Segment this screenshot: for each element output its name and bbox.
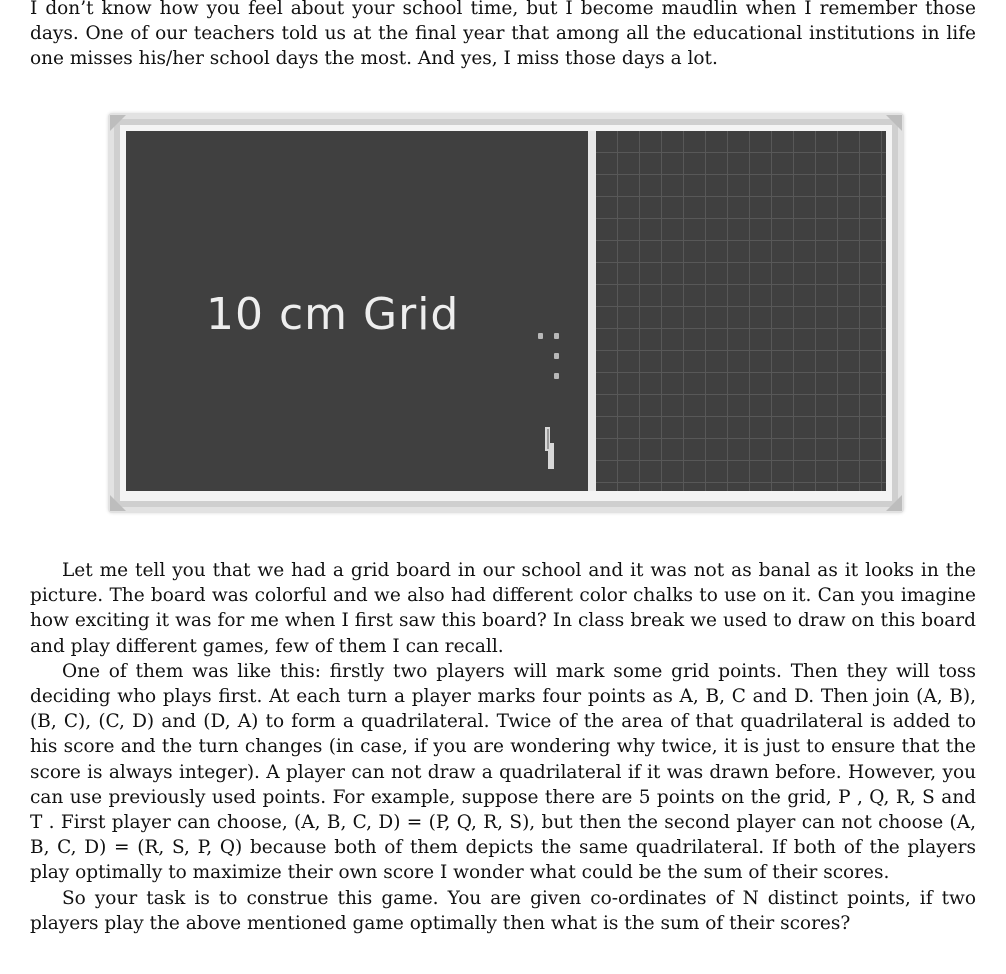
chalk-dot — [554, 373, 559, 379]
chalk-dot — [554, 333, 559, 339]
paragraph-game-rules: One of them was like this: firstly two players will mark some grid points. Then they will toss deciding who plays first. At each turn a player marks four points as A, B, C and D. Then join (A, B), (B, C), (C, D) and (D, A) to form a quadrilateral. Twice of the area of that quadrilateral is added to his score and the turn changes (in case, if you are wondering why twice, it is just to ensure that the score is always integer). A player can not draw a quadrilateral if it was drawn before. However, you can use previously used points. For example, suppose there are 5 points on the grid, P , Q, R, S and T . First player can choose, (A, B, C, D) = (P, Q, R, S), but then the second player can not choose (A, B, C, D) = (R, S, P, Q) because both of them depicts the same quadrilateral. If both of the players play optimally to maximize their own score I wonder what could be the sum of their scores. — [30, 660, 976, 884]
grid-panel — [596, 131, 886, 491]
problem-body — [30, 558, 976, 936]
problem-statement — [30, 0, 976, 72]
board-divider — [588, 131, 596, 491]
paragraph-task: So your task is to construe this game. You are given co-ordinates of N distinct points, if two players play the above mentioned game optimally then what is the sum of their scores? — [30, 887, 976, 934]
grid-board-figure — [108, 113, 904, 513]
board-label: 10 cm Grid — [206, 289, 460, 340]
frame-corner-icon — [886, 495, 902, 511]
frame-corner-icon — [110, 495, 126, 511]
frame-corner-icon — [110, 115, 126, 131]
frame-corner-icon — [886, 115, 902, 131]
chalk-dot — [538, 333, 543, 339]
intro-paragraph: I don’t know how you feel about your school time, but I become maudlin when I remember those days. One of our teachers told us at the final year that among all the educational institutions in life one misses his/her school days the most. And yes, I miss those days a lot. — [30, 0, 976, 70]
chalk-icon — [542, 425, 556, 471]
chalk-dot — [554, 353, 559, 359]
paragraph-grid-board: Let me tell you that we had a grid board in our school and it was not as banal as it looks in the picture. The board was colorful and we also had different color chalks to use on it. Can you imagine how exciting it was for me when I first saw this board? In class break we used to draw on this board and play different games, few of them I can recall. — [30, 560, 976, 657]
